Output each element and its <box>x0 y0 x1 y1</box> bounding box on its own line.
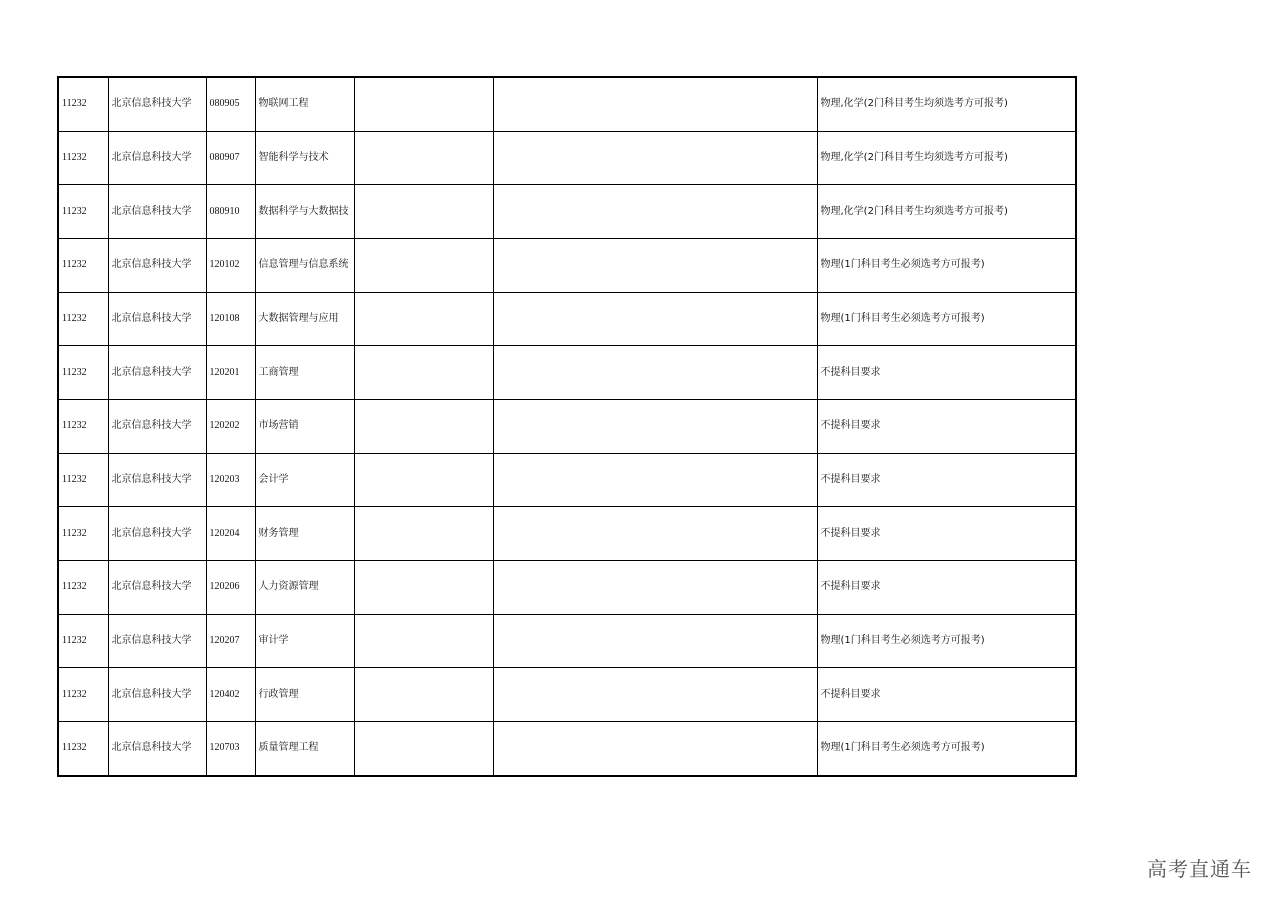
school-code-cell: 11232 <box>58 238 108 292</box>
subject-requirement-cell: 物理(1门科目考生必须选考方可报考) <box>817 238 1076 292</box>
major-code-cell: 120203 <box>206 453 255 507</box>
empty-cell <box>493 292 817 346</box>
empty-cell <box>493 131 817 185</box>
school-name-cell: 北京信息科技大学 <box>108 507 206 561</box>
empty-cell <box>493 668 817 722</box>
school-code-cell: 11232 <box>58 346 108 400</box>
empty-cell <box>493 722 817 776</box>
major-name-cell: 市场营销 <box>255 400 354 454</box>
empty-cell <box>354 292 493 346</box>
school-name-cell: 北京信息科技大学 <box>108 238 206 292</box>
major-name-cell: 大数据管理与应用 <box>255 292 354 346</box>
empty-cell <box>354 77 493 131</box>
subject-requirement-cell: 不提科目要求 <box>817 668 1076 722</box>
table-row <box>58 614 1076 668</box>
empty-cell <box>493 238 817 292</box>
school-code-cell: 11232 <box>58 77 108 131</box>
subject-requirement-cell: 物理,化学(2门科目考生均须选考方可报考) <box>817 185 1076 239</box>
major-code-cell: 120201 <box>206 346 255 400</box>
subject-requirement-cell: 不提科目要求 <box>817 507 1076 561</box>
subject-requirement-cell: 不提科目要求 <box>817 561 1076 615</box>
subject-requirement-cell: 物理(1门科目考生必须选考方可报考) <box>817 722 1076 776</box>
empty-cell <box>493 346 817 400</box>
major-code-cell: 080910 <box>206 185 255 239</box>
school-name-cell: 北京信息科技大学 <box>108 131 206 185</box>
table-row <box>58 131 1076 185</box>
table-body <box>58 77 1076 776</box>
major-name-cell: 人力资源管理 <box>255 561 354 615</box>
major-name-cell: 工商管理 <box>255 346 354 400</box>
subject-requirement-cell: 物理(1门科目考生必须选考方可报考) <box>817 614 1076 668</box>
watermark-text: 高考直通车 <box>1147 857 1252 881</box>
school-code-cell: 11232 <box>58 614 108 668</box>
empty-cell <box>493 77 817 131</box>
table-row <box>58 453 1076 507</box>
subject-requirement-cell: 不提科目要求 <box>817 400 1076 454</box>
major-code-cell: 120108 <box>206 292 255 346</box>
empty-cell <box>354 722 493 776</box>
major-code-cell: 120703 <box>206 722 255 776</box>
subject-requirements-table <box>57 76 1077 777</box>
empty-cell <box>354 238 493 292</box>
subject-requirement-cell: 物理,化学(2门科目考生均须选考方可报考) <box>817 131 1076 185</box>
empty-cell <box>493 400 817 454</box>
table-row <box>58 561 1076 615</box>
subject-requirement-cell: 物理,化学(2门科目考生均须选考方可报考) <box>817 77 1076 131</box>
school-name-cell: 北京信息科技大学 <box>108 185 206 239</box>
major-name-cell: 信息管理与信息系统 <box>255 238 354 292</box>
school-code-cell: 11232 <box>58 561 108 615</box>
table-row <box>58 507 1076 561</box>
empty-cell <box>493 453 817 507</box>
empty-cell <box>354 614 493 668</box>
table-row <box>58 668 1076 722</box>
school-name-cell: 北京信息科技大学 <box>108 400 206 454</box>
major-name-cell: 行政管理 <box>255 668 354 722</box>
empty-cell <box>354 668 493 722</box>
major-name-cell: 财务管理 <box>255 507 354 561</box>
major-name-cell: 审计学 <box>255 614 354 668</box>
school-code-cell: 11232 <box>58 400 108 454</box>
major-name-cell: 质量管理工程 <box>255 722 354 776</box>
empty-cell <box>354 453 493 507</box>
table-row <box>58 185 1076 239</box>
school-code-cell: 11232 <box>58 722 108 776</box>
school-name-cell: 北京信息科技大学 <box>108 292 206 346</box>
empty-cell <box>493 561 817 615</box>
table-row <box>58 238 1076 292</box>
major-name-cell: 会计学 <box>255 453 354 507</box>
table-row <box>58 292 1076 346</box>
major-code-cell: 120206 <box>206 561 255 615</box>
empty-cell <box>493 185 817 239</box>
school-code-cell: 11232 <box>58 507 108 561</box>
table-row <box>58 722 1076 776</box>
table-row <box>58 400 1076 454</box>
subject-requirement-cell: 不提科目要求 <box>817 346 1076 400</box>
empty-cell <box>354 561 493 615</box>
major-code-cell: 080907 <box>206 131 255 185</box>
major-code-cell: 120102 <box>206 238 255 292</box>
school-name-cell: 北京信息科技大学 <box>108 722 206 776</box>
major-name-cell: 数据科学与大数据技 <box>255 185 354 239</box>
school-name-cell: 北京信息科技大学 <box>108 346 206 400</box>
empty-cell <box>354 131 493 185</box>
school-code-cell: 11232 <box>58 668 108 722</box>
subject-requirement-cell: 不提科目要求 <box>817 453 1076 507</box>
major-code-cell: 120204 <box>206 507 255 561</box>
major-code-cell: 120202 <box>206 400 255 454</box>
school-code-cell: 11232 <box>58 453 108 507</box>
empty-cell <box>354 507 493 561</box>
table-row <box>58 77 1076 131</box>
major-name-cell: 物联网工程 <box>255 77 354 131</box>
empty-cell <box>354 346 493 400</box>
empty-cell <box>493 614 817 668</box>
school-name-cell: 北京信息科技大学 <box>108 77 206 131</box>
table-row <box>58 346 1076 400</box>
major-code-cell: 120402 <box>206 668 255 722</box>
school-name-cell: 北京信息科技大学 <box>108 668 206 722</box>
major-name-cell: 智能科学与技术 <box>255 131 354 185</box>
school-code-cell: 11232 <box>58 185 108 239</box>
empty-cell <box>354 400 493 454</box>
major-code-cell: 080905 <box>206 77 255 131</box>
school-name-cell: 北京信息科技大学 <box>108 561 206 615</box>
school-name-cell: 北京信息科技大学 <box>108 614 206 668</box>
empty-cell <box>493 507 817 561</box>
school-code-cell: 11232 <box>58 131 108 185</box>
school-code-cell: 11232 <box>58 292 108 346</box>
major-code-cell: 120207 <box>206 614 255 668</box>
empty-cell <box>354 185 493 239</box>
subject-requirement-cell: 物理(1门科目考生必须选考方可报考) <box>817 292 1076 346</box>
school-name-cell: 北京信息科技大学 <box>108 453 206 507</box>
